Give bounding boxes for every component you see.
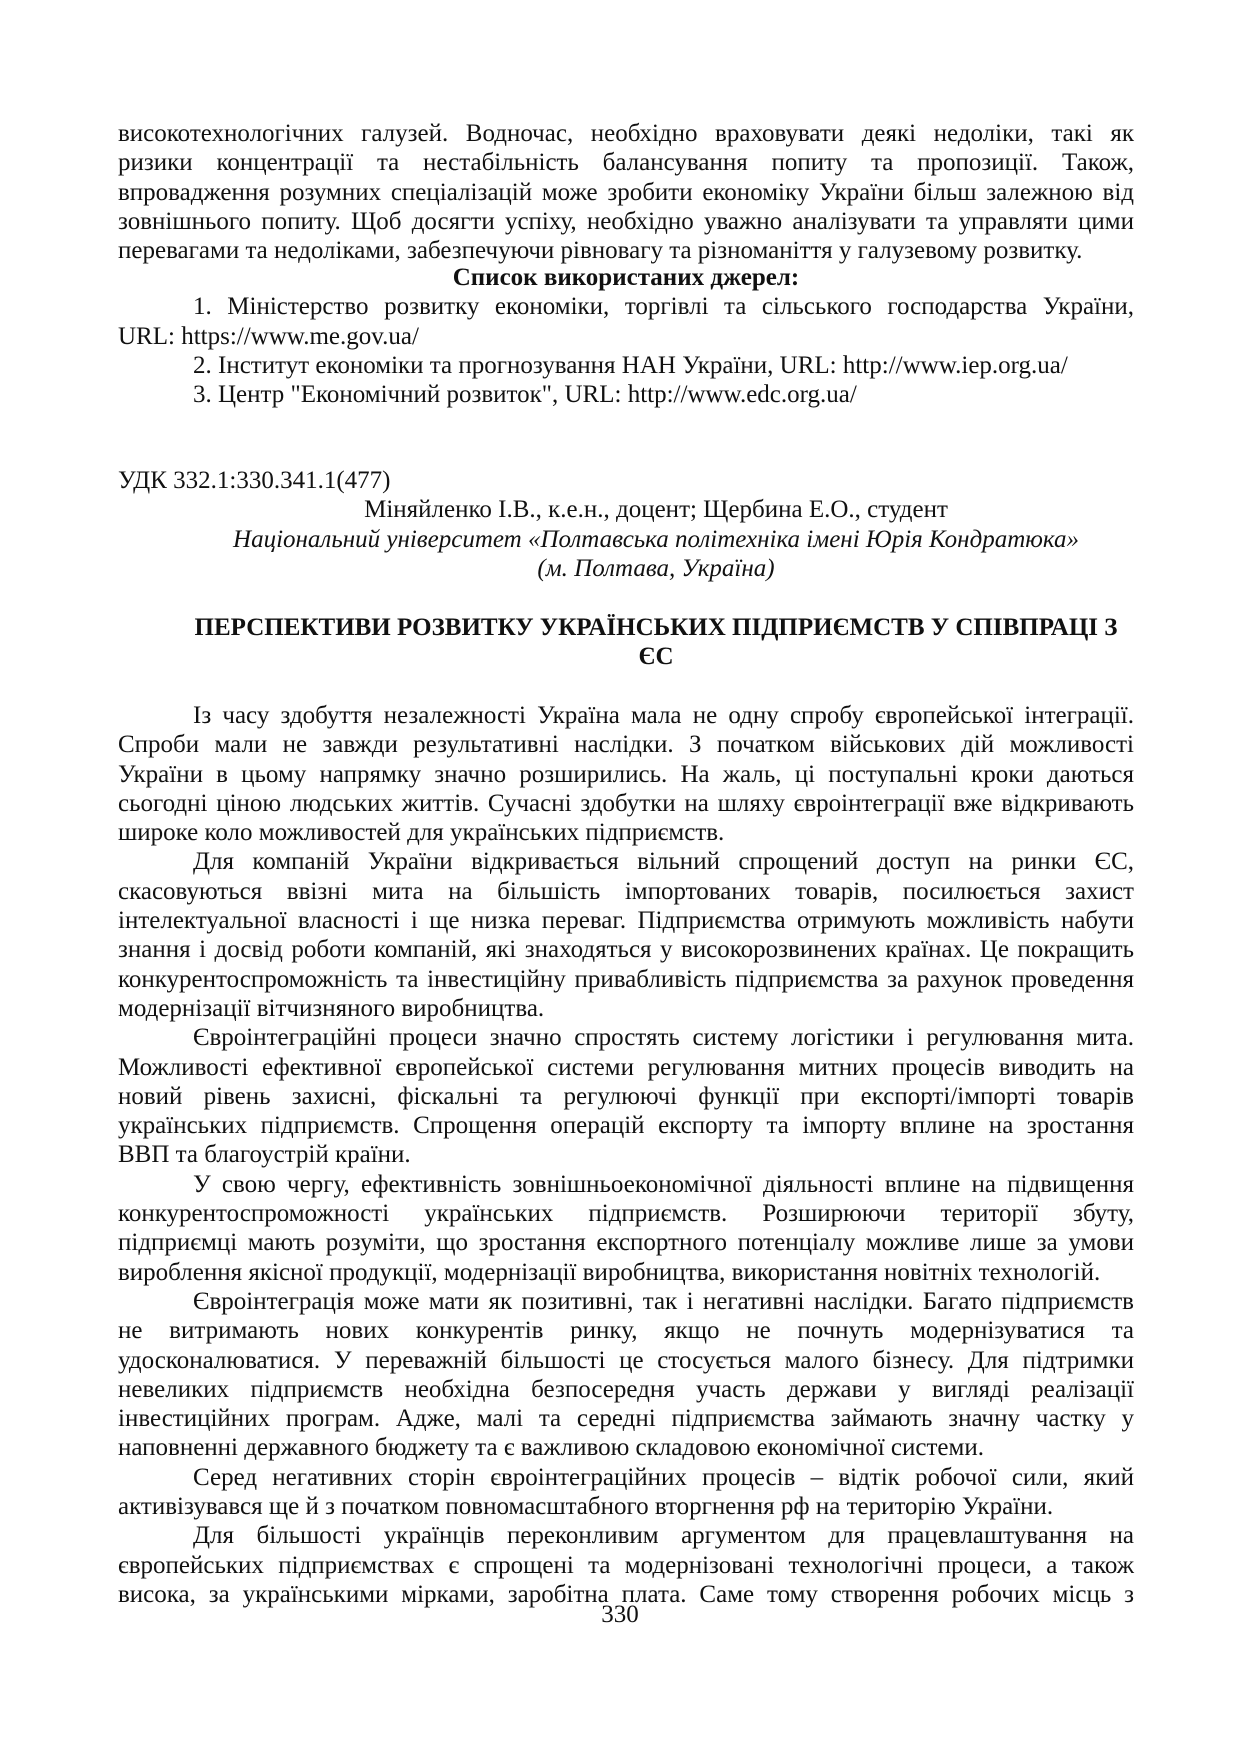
text-line: Спроби мали не завжди результативні наслідки. З початком військових дій можливості: [118, 731, 1134, 759]
text-line: ВВП та благоустрій країни.: [118, 1141, 411, 1169]
text-line: не витримають нових конкурентів ринку, якщо не почнуть модернізуватися та: [118, 1317, 1134, 1345]
text-line: конкурентоспроможності українських підприємств. Розширюючи території збуту,: [118, 1200, 1134, 1228]
text-line: українських підприємств. Спрощення операцій експорту та імпорту вплине на зростання: [118, 1112, 1134, 1140]
text-line: 2. Інститут економіки та прогнозування НАН України, URL: http://www.iep.org.ua/: [193, 351, 1068, 379]
udc-code: УДК 332.1:330.341.1(477): [118, 467, 391, 494]
affiliation: Національний університет «Полтавська політехніка імені Юрія Кондратюка»: [233, 525, 1079, 553]
references-heading: Список використаних джерел:: [452, 264, 800, 291]
text-line: удосконалюватися. У переважній більшості це стосується малого бізнесу. Для підтримки: [118, 1346, 1134, 1374]
text-line: URL: https://www.me.gov.ua/: [118, 322, 419, 350]
article-header: [118, 466, 1134, 583]
text-line: Для компаній України відкривається вільний спрощений доступ на ринки ЄС,: [193, 848, 1134, 876]
text-line: знання і досвід роботи компаній, які знаходяться у високорозвинених країнах. Це покращить: [118, 936, 1134, 964]
article-body: [118, 701, 1134, 1609]
text-line: Із часу здобуття незалежності Україна мала не одну спробу європейської інтеграції.: [193, 702, 1134, 729]
text-line: висока, за українськими мірками, заробітна плата. Саме тому створення робочих місць з: [118, 1580, 1134, 1608]
text-line: підприємці мають розуміти, що зростання експортного потенціалу можливе лише за умови: [118, 1229, 1134, 1257]
text-line: скасовуються ввізні мита на більшість імпортованих товарів, посилюється захист: [118, 877, 1134, 905]
text-line: конкурентоспроможність та інвестиційну привабливість підприємства за рахунок проведення: [118, 965, 1134, 993]
text-line: 3. Центр "Економічний розвиток", URL: http://www.edc.org.ua/: [193, 381, 857, 409]
text-line: інвестиційних програм. Адже, малі та середні підприємства займають значну частку у: [118, 1405, 1134, 1433]
reference-item: [118, 292, 1134, 351]
paragraph: [118, 1023, 1134, 1169]
text-line: наповненні державного бюджету та є важливою складовою економічної системи.: [118, 1434, 984, 1462]
intro-paragraph: [118, 119, 1134, 265]
article-title-line-2: ЄС: [638, 643, 674, 671]
text-line: інтелектуальної власності і ще низка переваг. Підприємства отримують можливість набути: [118, 907, 1134, 935]
authors: Міняйленко І.В., к.е.н., доцент; Щербина Е.О., студент: [364, 496, 948, 524]
text-line: ризики концентрації та нестабільність балансування попиту та пропозиції. Також,: [118, 149, 1134, 177]
paragraph: [118, 1463, 1134, 1522]
text-line: зовнішнього попиту. Щоб досягти успіху, необхідно уважно аналізувати та управляти цими: [118, 207, 1134, 235]
paragraph: [118, 847, 1134, 1023]
text-line: Можливості ефективної європейської системи регулювання митних процесів виводить на: [118, 1053, 1134, 1081]
text-line: невеликих підприємств необхідна безпосередня участь держави у вигляді реалізації: [118, 1375, 1134, 1403]
text-line: України в цьому напрямку значно розширились. На жаль, ці поступальні кроки даються: [118, 760, 1134, 788]
text-line: активізувався ще й з початком повномасштабного вторгнення рф на територію України.: [118, 1493, 1054, 1521]
text-line: сьогодні ціною людських життів. Сучасні здобутки на шляху євроінтеграції вже відкривають: [118, 789, 1134, 817]
text-line: впровадження розумних спеціалізацій може зробити економіку України більш залежною від: [118, 178, 1134, 206]
text-line: Серед негативних сторін євроінтеграційних процесів – відтік робочої сили, який: [193, 1463, 1134, 1491]
text-line: модернізації вітчизняного виробництва.: [118, 994, 545, 1022]
reference-item: [118, 380, 1134, 409]
text-line: 1. Міністерство розвитку економіки, торгівлі та сільського господарства України,: [193, 293, 1134, 321]
text-line: широке коло можливостей для українських підприємств.: [118, 819, 725, 847]
text-line: У свою чергу, ефективність зовнішньоекономічної діяльності вплине на підвищення: [193, 1170, 1134, 1198]
reference-item: [118, 351, 1134, 380]
paragraph: [118, 1521, 1134, 1609]
location: (м. Полтава, Україна): [537, 554, 775, 582]
references-list: [118, 292, 1134, 409]
text-line: європейських підприємствах є спрощені та модернізовані технологічні процеси, а також: [118, 1551, 1134, 1579]
text-line: Для більшості українців переконливим аргументом для працевлаштування на: [193, 1522, 1134, 1550]
paragraph: [118, 701, 1134, 847]
article-title: [118, 613, 1134, 672]
paragraph: [118, 1170, 1134, 1287]
text-line: Євроінтеграційні процеси значно спростять систему логістики і регулювання мита.: [193, 1024, 1134, 1052]
references-section: [118, 263, 1134, 409]
text-line: вироблення якісної продукції, модернізації виробництва, використання новітніх технологій.: [118, 1258, 1101, 1286]
text-line: новий рівень захисні, фіскальні та регулюючі функції при експорті/імпорті товарів: [118, 1082, 1134, 1110]
article-title-line-1: ПЕРСПЕКТИВИ РОЗВИТКУ УКРАЇНСЬКИХ ПІДПРИЄМСТВ У СПІВПРАЦІ З: [194, 614, 1118, 641]
paragraph: [118, 1287, 1134, 1463]
page-number: 330: [601, 1601, 639, 1628]
text-line: перевагами та недоліками, забезпечуючи рівновагу та різноманіття у галузевому розвитку.: [118, 237, 1083, 265]
text-line: Євроінтеграція може мати як позитивні, так і негативні наслідки. Багато підприємств: [193, 1287, 1134, 1315]
text-line: високотехнологічних галузей. Водночас, необхідно враховувати деякі недоліки, такі як: [118, 120, 1134, 147]
